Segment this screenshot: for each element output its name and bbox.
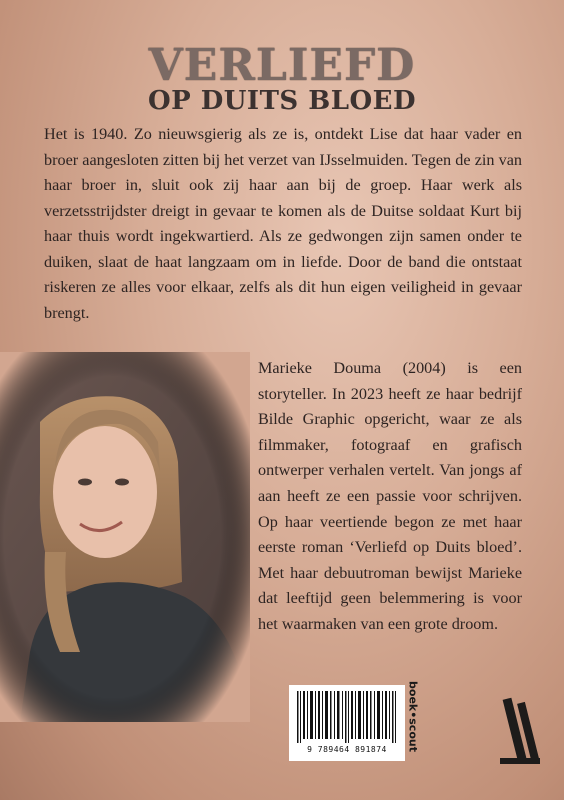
author-bio: Marieke Douma (2004) is een storyteller. In 2023 heeft ze haar bedrijf Bilde Graphic opgericht, waar ze als filmmaker, fotograaf en grafisch ontwerper verhalen vertelt. Van jongs af aan heeft ze een passie voor schrijven. Op haar veertiende begon ze met haar eerste roman ‘Verliefd op Duits bloed’. Met haar debuutroman bewijst Marieke dat leeftijd geen belemmering is voor het waarmaken van een grote droom. bbox=[258, 359, 522, 633]
isbn-number: 9 789464 891874 bbox=[307, 745, 387, 754]
publisher-name bbox=[398, 680, 428, 762]
isbn-barcode bbox=[289, 685, 405, 761]
publisher-label: boek•scout bbox=[406, 681, 420, 752]
author-photo bbox=[0, 352, 250, 722]
publisher-logo-icon bbox=[498, 688, 544, 770]
title-line-1: VERLIEFD bbox=[148, 40, 416, 91]
title-line-2: OP DUITS BLOED bbox=[147, 86, 417, 116]
blurb-text: Het is 1940. Zo nieuwsgierig als ze is, ontdekt Lise dat haar vader en broer aangesloten zitten bij het verzet van IJsselmuiden. Tegen de zin van haar broer in, sluit ook zij haar aan bij de groep. Haar werk als verzetsstrijdster dreigt in gevaar te komen als de Duitse soldaat Kurt bij haar thuis wordt ingekwartierd. Als ze gedwongen zijn samen onder te duiken, slaat de haat langzaam om in liefde. Door de band die ontstaat riskeren ze alles voor elkaar, zelfs als dit hun eigen veiligheid in gevaar brengt. bbox=[44, 125, 522, 322]
